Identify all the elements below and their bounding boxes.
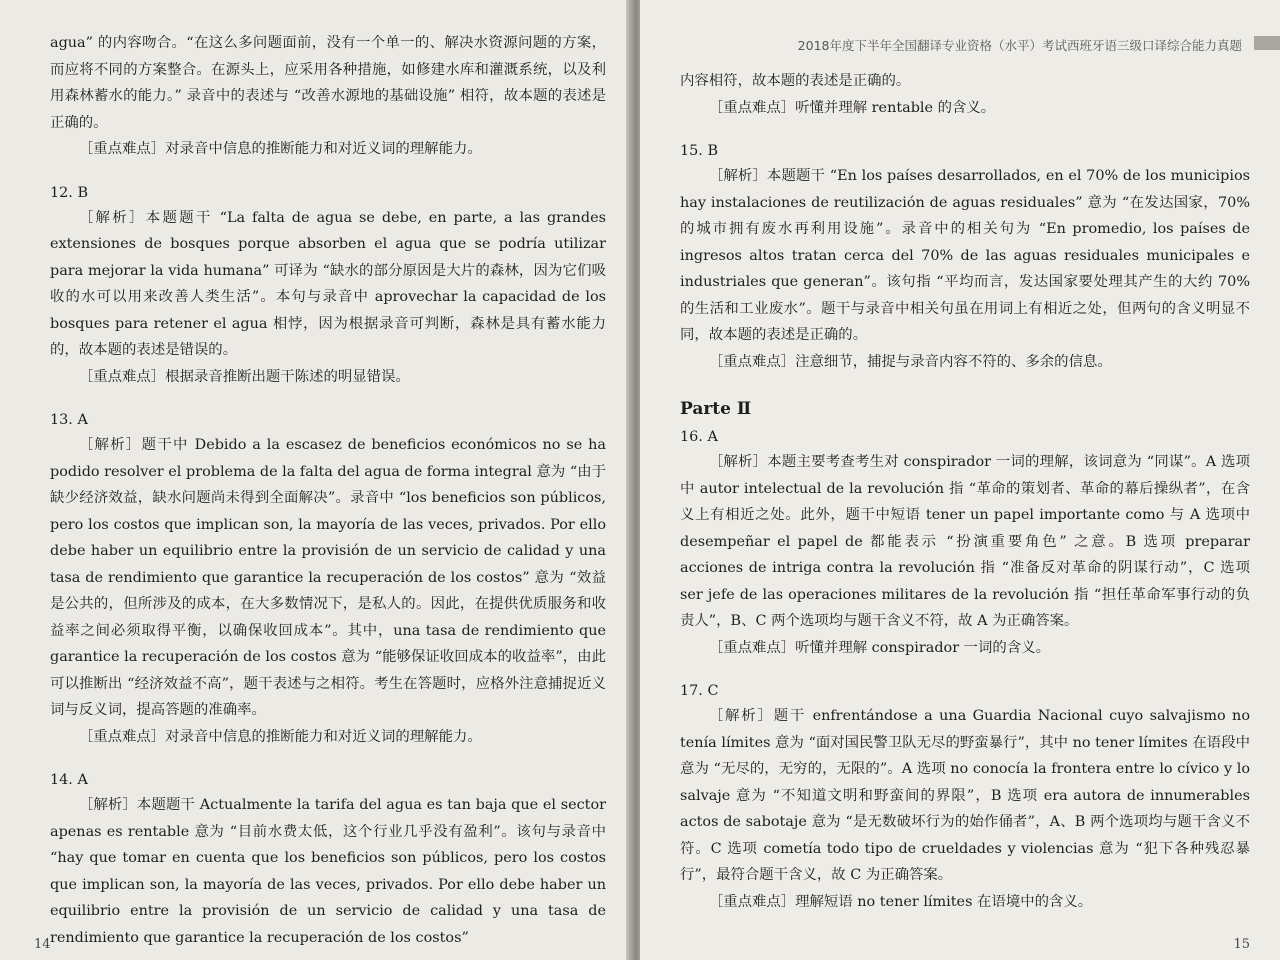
left-page	[0, 0, 632, 960]
q12-analysis: ［解析］本题题干 “La falta de agua se debe, en parte, a las grandes extensiones de bosques porque absorben el agua que se podría utilizar para mejorar la vida humana” 可译为 “缺水的部分原因是大片的森林，因为它们吸收的水可以用来改善人类生活”。本句与录音中 aprovechar la capacidad de los bosques para retener el agua 相悖，因为根据录音可判断，森林是具有蓄水能力的，故本题的表述是错误的。	[50, 209, 606, 358]
q12-number: 12. B	[50, 184, 89, 201]
q13-number: 13. A	[50, 412, 88, 428]
q15-analysis: ［解析］本题题干 “En los países desarrollados, en el 70% de los municipios hay instalaciones de reutilización de aguas residuales” 意为 “在发达国家，70% 的城市拥有废水再利用设施”。录音中的相关句为 “En promedio, los países de ingresos altos tratan cerca del 70% de las aguas residuales municipales e industriales que generan”。该句指 “平均而言，发达国家要处理其产生的大约 70% 的生活和工业废水”。题干与录音中相关句虽在用词上有相近之处，但两句的含义明显不同，故本题的表述是正确的。	[680, 168, 1250, 343]
q14-analysis-continued: 内容相符，故本题的表述是正确的。	[680, 73, 911, 89]
page-number-left: 14	[34, 937, 51, 952]
q14-key-point: ［重点难点］听懂并理解 rentable 的含义。	[708, 99, 996, 116]
q14-analysis: ［解析］本题题干 Actualmente la tarifa del agua es tan baja que el sector apenas es rentable 意为 “目前水费太低，这个行业几乎没有盈利”。该句与录音中 “hay que tomar en cuenta que los beneficios son públicos, pero los costos que implican son, la mayoría de las veces, privados. Por ello debe haber un equilibrio entre la provisión de un servicio de calidad y una tasa de rendimiento que garantice la recuperación de los costos”	[50, 797, 606, 946]
q16-number: 16. A	[680, 429, 718, 445]
q16-analysis: ［解析］本题主要考查考生对 conspirador 一词的理解，该词意为 “同谋”。A 选项中 autor intelectual de la revolución 指 “革命的策划者、革命的幕后操纵者”，在含义上有相近之处。此外，题干中短语 tener un papel importante como 与 A 选项中 desempeñar el papel de 都能表示 “扮演重要角色” 之意。B 选项 preparar acciones de intriga contra la revolución 指 “准备反对革命的阴谋行动”，C 选项 ser jefe de las operaciones militares de la revolución 指 “担任革命军事行动的负责人”，B、C 两个选项均与题干含义不符，故 A 为正确答案。	[680, 454, 1250, 629]
q11-analysis-continued: agua” 的内容吻合。“在这么多问题面前，没有一个单一的、解决水资源问题的方案，而应将不同的方案整合。在源头上，应采用各种措施，如修建水库和灌溉系统，以及利用森林蓄水的能力。” 录音中的表述与 “改善水源地的基础设施” 相符，故本题的表述是正确的。	[50, 35, 606, 131]
q12-key-point: ［重点难点］根据录音推断出题干陈述的明显错误。	[78, 368, 410, 385]
q13-analysis: ［解析］题干中 Debido a la escasez de beneficios económicos no se ha podido resolver el problema de la falta del agua de forma integral 意为 “由于缺少经济效益，缺水问题尚未得到全面解决”。录音中 “los beneficios son públicos, pero los costos que implican son, la mayoría de las veces, privados. Por ello debe haber un equilibrio entre la provisión de un servicio de calidad y una tasa de rendimiento que garantice la recuperación de los costos” 意为 “效益是公共的，但所涉及的成本，在大多数情况下，是私人的。因此，在提供优质服务和收益率之间必须取得平衡，以确保收回成本”。其中，una tasa de rendimiento que garantice la recuperación de los costos 意为 “能够保证收回成本的收益率”，由此可以推断出 “经济效益不高”，题干表述与之相符。考生在答题时，应格外注意捕捉近义词与反义词，提高答题的准确率。	[50, 437, 606, 718]
q17-analysis: ［解析］题干 enfrentándose a una Guardia Nacional cuyo salvajismo no tenía límites 意为 “面对国民警卫队无尽的野蛮暴行”，其中 no tener límites 在语段中意为 “无尽的，无穷的，无限的”。A 选项 no conocía la frontera entre lo cívico y lo salvaje 意为 “不知道文明和野蛮间的界限”，B 选项 era autora de innumerables actos de sabotaje 意为 “是无数破坏行为的始作俑者”，A、B 两个选项均与题干含义不符。C 选项 cometía todo tipo de crueldades y violencias 意为 “犯下各种残忍暴行”，最符合题干含义，故 C 为正确答案。	[680, 708, 1250, 883]
section-title-parte-ii: Parte Ⅱ	[680, 399, 752, 419]
header-tab-mark	[1254, 36, 1280, 50]
page-number-right: 15	[1233, 937, 1250, 952]
q16-key-point: ［重点难点］听懂并理解 conspirador 一词的含义。	[708, 639, 1050, 656]
q13-key-point: ［重点难点］对录音中信息的推断能力和对近义词的理解能力。	[78, 728, 482, 745]
q15-key-point: ［重点难点］注意细节，捕捉与录音内容不符的、多余的信息。	[708, 353, 1112, 370]
q17-number: 17. C	[680, 683, 719, 699]
right-page	[640, 0, 1280, 960]
q15-number: 15. B	[680, 143, 719, 159]
q14-number: 14. A	[50, 772, 88, 788]
running-header: 2018年度下半年全国翻译专业资格（水平）考试西班牙语三级口译综合能力真题	[797, 38, 1242, 53]
q17-key-point: ［重点难点］理解短语 no tener límites 在语境中的含义。	[708, 893, 1093, 910]
q11-key-point: ［重点难点］对录音中信息的推断能力和对近义词的理解能力。	[78, 141, 482, 157]
